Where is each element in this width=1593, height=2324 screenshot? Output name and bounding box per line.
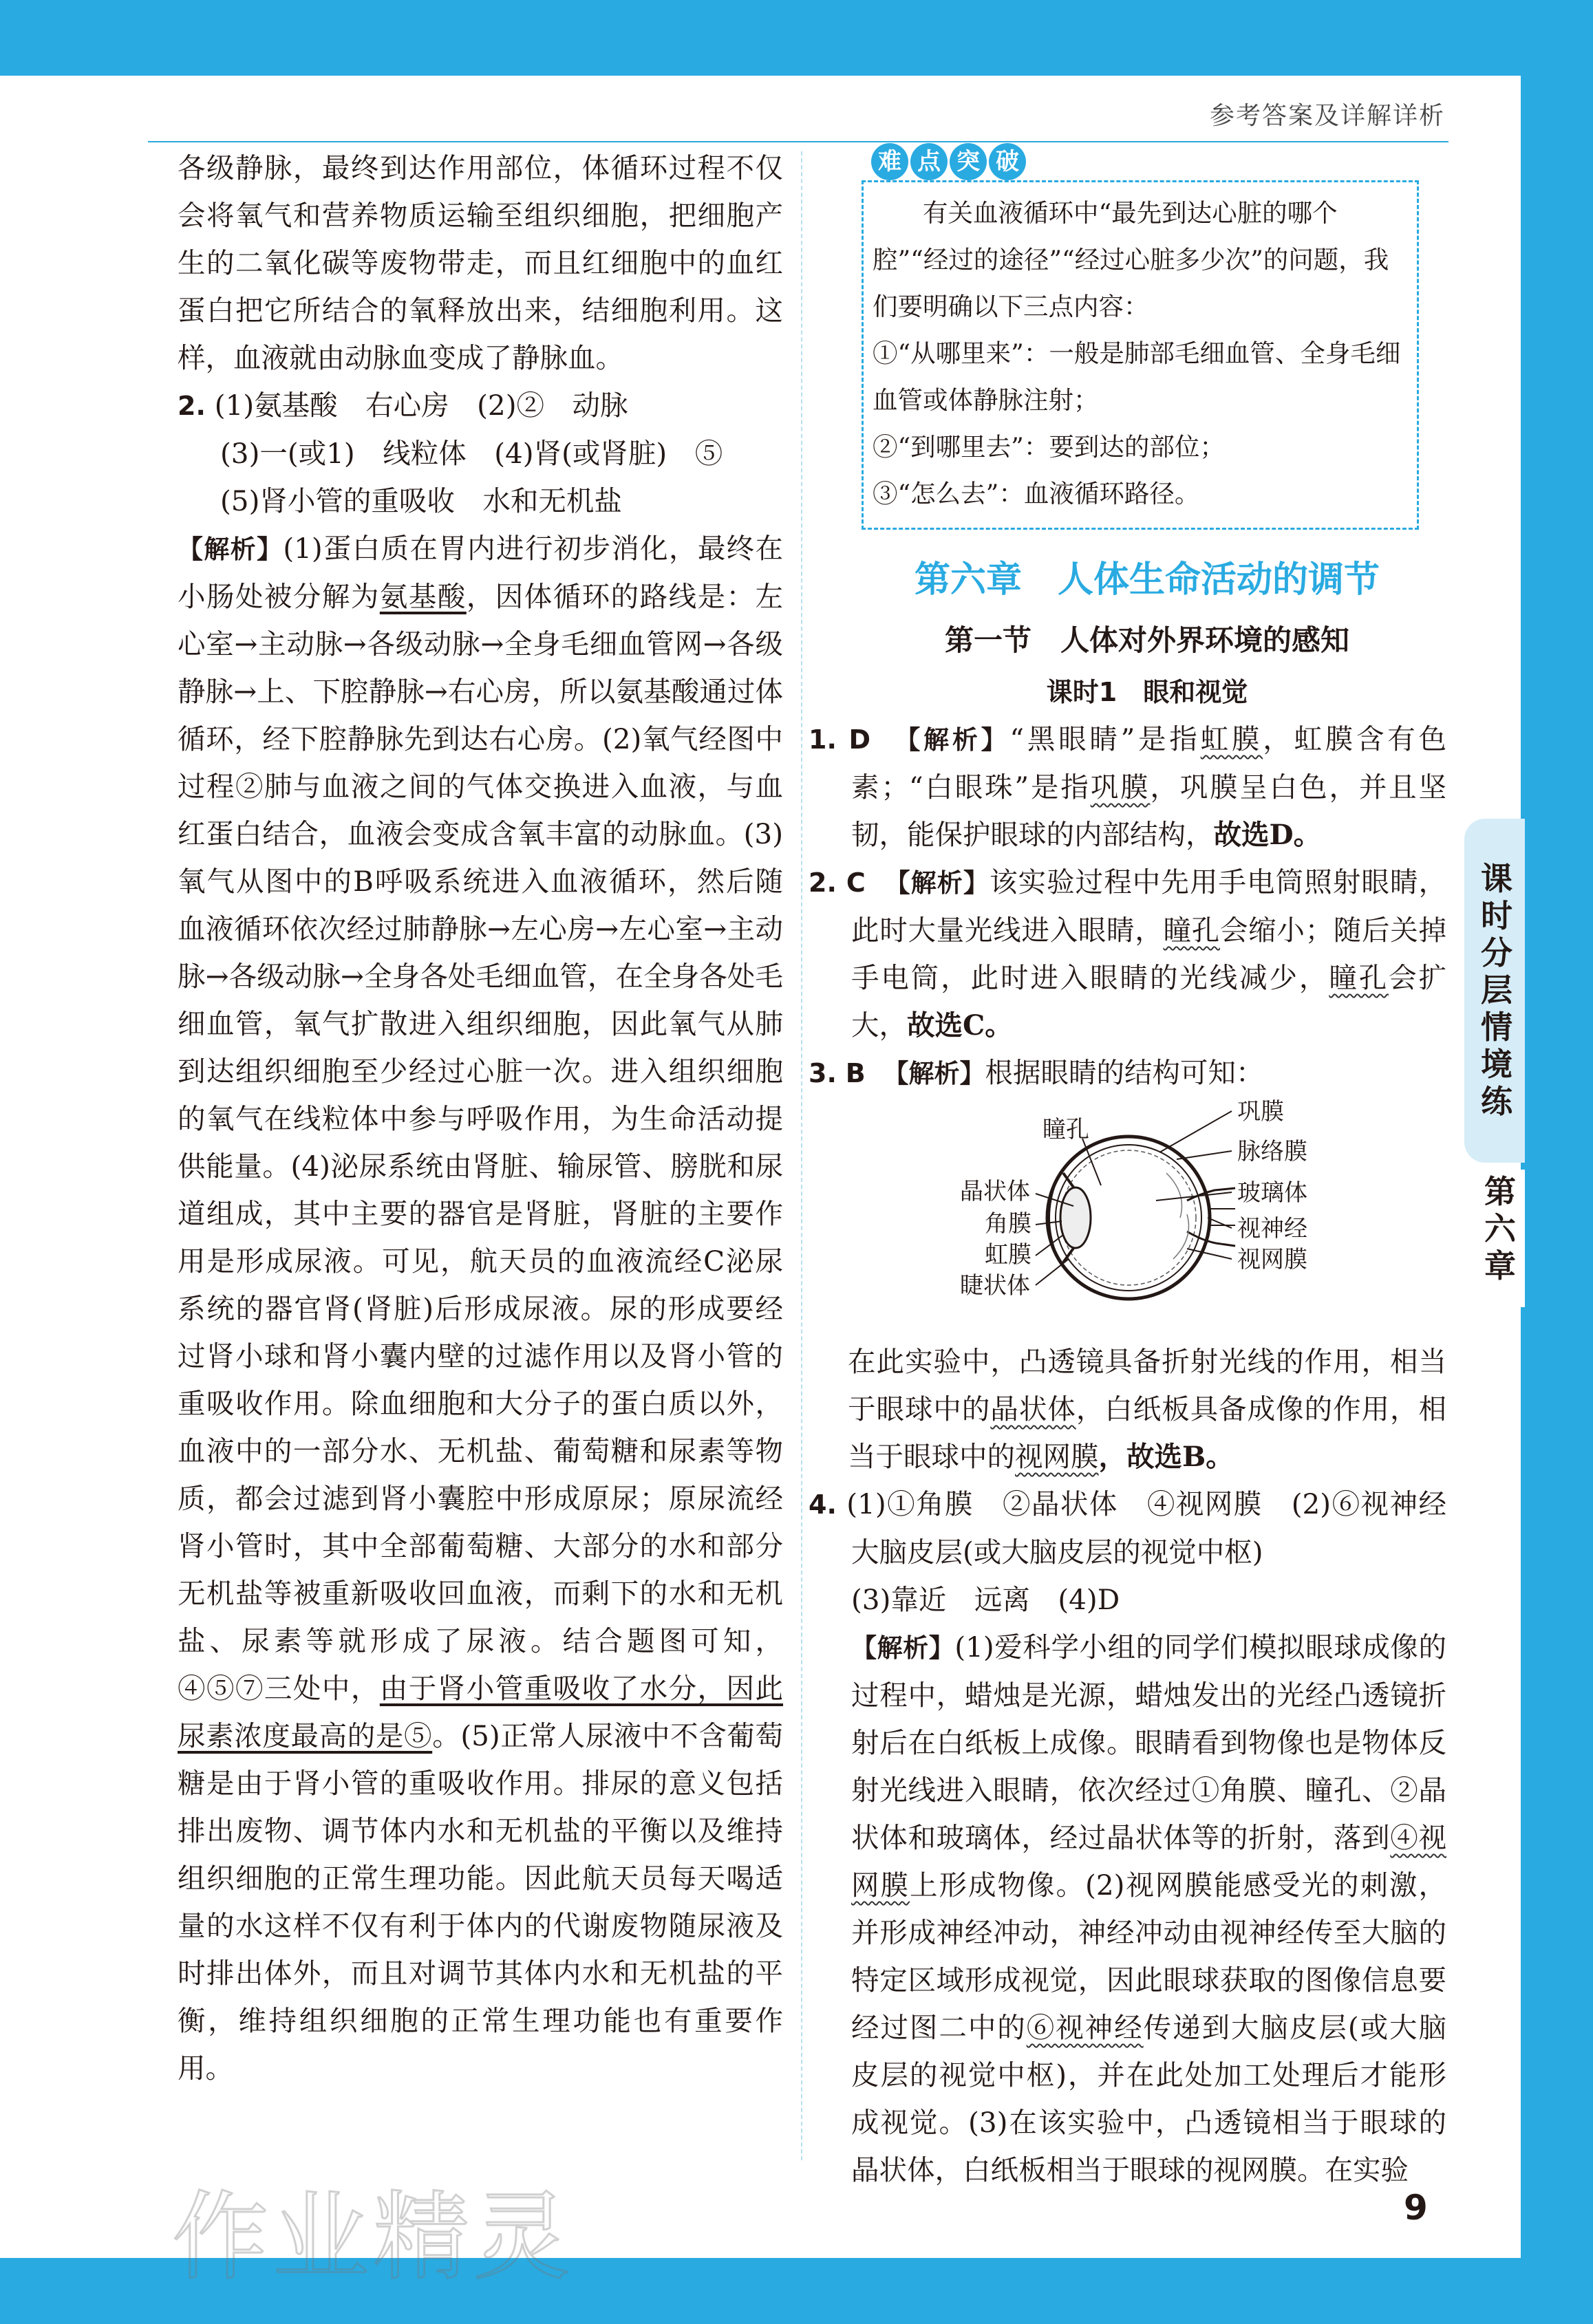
q2-analysis-text3: 。(5)正常人尿液中不含葡萄糖是由于肾小管的重吸收作用。排尿的意义包括排出废物、调节体内水和无机盐的平衡以及维持组织细胞的正常生理功能。因此航天员每天喝适量的水这样不仅有利于体内的代谢废物随尿液及时排出体外，而且对调节其体内水和无机盐的平衡，维持组织细胞的正常生理功能也有重要作用。 — [178, 1719, 783, 2085]
box-title — [871, 143, 1026, 180]
q2r-text: 会扩大， — [851, 961, 1447, 1042]
right-column-q1-q3 — [809, 716, 1446, 1097]
q2-right-answer — [809, 859, 1446, 1049]
side-tab-label: 课时分层情境练 — [1481, 860, 1512, 1120]
q1-term-iris: 虹膜 — [1200, 722, 1263, 755]
q2-answer-line2: (3)一(或1) 线粒体 (4)肾(或肾脏) ⑤ — [220, 437, 723, 470]
q4-term-optic-nerve: ⑥视神经 — [1026, 2011, 1144, 2044]
analysis-tag: 【解析】 — [895, 725, 1010, 755]
q1-conclusion: 故选D。 — [1213, 818, 1322, 851]
watermark: 作业精灵 — [172, 2182, 575, 2294]
q3-term-retina: 视网膜 — [1015, 1440, 1099, 1473]
q3-text: ，白纸板具备成像的作用，相当于眼球中的 — [848, 1392, 1447, 1473]
q1-text: ，虹膜含有色素；“白眼珠”是指 — [851, 722, 1447, 804]
box-paragraph: ①“从哪里来”：一般是肺部毛细血管、全身毛细血管或体静脉注射； — [873, 338, 1401, 415]
q4-number: 4. — [809, 1489, 837, 1520]
right-column-q4 — [809, 1481, 1475, 2194]
label-pupil: 瞳孔 — [1043, 1116, 1089, 1143]
q3-text: 根据眼睛的结构可知： — [985, 1056, 1264, 1089]
analysis-tag: 【解析】 — [851, 1633, 955, 1663]
q2r-number: 2. — [809, 868, 837, 898]
q2-answer-line3: (5)肾小管的重吸收 水和无机盐 — [220, 484, 622, 517]
running-header: 参考答案及详解详析 — [1209, 102, 1445, 130]
q4-term-retina: ④视网膜 — [851, 1821, 1447, 1902]
paragraph-top: 各级静脉，最终到达作用部位，体循环过程不仅会将氧气和营养物质运输至组织细胞，把细胞产生的二氧化碳等废物带走，而且红细胞中的血红蛋白把它所结合的氧释放出来，结细胞利用。这样，血液就由动脉血变成了静脉血。 — [178, 151, 783, 374]
q4-analysis — [809, 1624, 1446, 2194]
q2-number: 2. — [178, 391, 206, 421]
label-optic-nerve: 视神经 — [1237, 1215, 1307, 1242]
q1-text: “黑眼睛”是指 — [1009, 722, 1201, 755]
analysis-tag: 【解析】 — [883, 1059, 985, 1088]
q4-text: 传递到大脑皮层(或大脑皮层的视觉中枢)，并在此处加工处理后才能形成视觉。(3)在该实验中，凸透镜相当于眼球的晶状体，白纸板相当于眼球的视网膜。在实验 — [851, 2011, 1447, 2186]
analysis-tag: 【解析】 — [884, 868, 990, 898]
q1-term-sclera: 巩膜 — [1090, 771, 1151, 804]
q3-continuation — [848, 1338, 1446, 1481]
label-lens: 晶状体 — [960, 1178, 1030, 1205]
header-rule — [148, 141, 1448, 142]
q4-text: (1)爱科学小组的同学们模拟眼球成像的过程中，蜡烛是光源，蜡烛发出的光经凸透镜折射后在白纸板上成像。眼睛看到物像也是物体反射光线进入眼睛，依次经过①角膜、瞳孔、②晶状体和玻璃体，经过晶状体等的折射，落到 — [851, 1631, 1446, 1854]
label-cornea: 角膜 — [985, 1210, 1031, 1238]
label-choroid: 脉络膜 — [1237, 1138, 1307, 1165]
label-retina: 视网膜 — [1237, 1246, 1307, 1273]
difficulty-box-body — [873, 190, 1409, 517]
box-title-char: 难 — [871, 143, 908, 180]
q2-answer-line1 — [178, 382, 783, 430]
q1-number: 1. — [809, 724, 837, 755]
label-iris: 虹膜 — [985, 1241, 1031, 1269]
q3-term-lens: 晶状体 — [990, 1392, 1076, 1425]
q2r-choice: C — [846, 868, 866, 898]
lesson-title: 课时1 眼和视觉 — [1046, 677, 1248, 707]
q2r-text: 该实验过程中先用手电筒照射眼睛，此时大量光线进入眼睛， — [851, 865, 1447, 947]
q2-analysis-text2: ，因体循环的路线是：左心室→主动脉→各级动脉→全身毛细血管网→各级静脉→上、下腔静脉→右心房，所以氨基酸通过体循环，经下腔静脉先到达右心房。(2)氧气经图中过程②肺与血液之间的气体交换进入血液，与血红蛋白结合，血液会变成含氧丰富的动脉血。(3)氧气从图中的B呼吸系统进入血液循环，然后随血液循环依次经过肺静脉→左心房→左心室→主动脉→各级动脉→全身各处毛细血管，在全身各处毛细血管，氧气扩散进入组织细胞，因此氧气从肺到达组织细胞至少经过心脏一次。进入组织细胞的氧气在线粒体中参与呼吸作用，为生命活动提供能量。(4)泌尿系统由肾脏、输尿管、膀胱和尿道组成，其中主要的器官是肾脏，肾脏的主要作用是形成尿液。可见，航天员的血液流经C泌尿系统的器官肾(肾脏)后形成尿液。尿的形成要经过肾小球和肾小囊内壁的过滤作用以及肾小管的重吸收作用。除血细胞和大分子的蛋白质以外，血液中的一部分水、无机盐、葡萄糖和尿素等物质，都会过滤到肾小囊腔中形成原尿；原尿流经肾小管时，其中全部葡萄糖、大部分的水和部分无机盐等被重新吸收回血液，而剩下的水和无机盐、尿素等就形成了尿液。结合题图可知，④⑤⑦三处中， — [178, 580, 784, 1705]
q1-answer — [809, 716, 1446, 859]
eye-structure-figure — [960, 1090, 1345, 1338]
q2-analysis-text1: (1)蛋白质在胃内进行初步消化，最终在小肠处被分解为 — [178, 532, 783, 613]
q2-line1-text: (1)氨基酸 右心房 (2)② 动脉 — [214, 389, 628, 422]
section-title: 第一节 人体对外界环境的感知 — [944, 623, 1349, 657]
q2-underline-kidney: 由于肾小管重吸收了水分，因此尿素浓度最高的是⑤ — [178, 1672, 784, 1752]
chapter-title: 第六章 人体生命活动的调节 — [914, 559, 1380, 601]
label-vitreous: 玻璃体 — [1237, 1179, 1307, 1207]
q2r-term-pupil: 瞳孔 — [1163, 914, 1220, 947]
q2r-text: 会缩小；随后关掉手电筒，此时进入眼睛的光线减少， — [851, 914, 1447, 994]
q4-answer-line2: (3)靠近 远离 (4)D — [851, 1583, 1120, 1616]
box-title-char: 点 — [910, 143, 948, 180]
q2r-term-pupil: 瞳孔 — [1329, 961, 1389, 994]
q4-answer-line1 — [809, 1481, 1475, 1576]
label-sclera: 巩膜 — [1237, 1098, 1284, 1126]
label-ciliary-body: 睫状体 — [960, 1272, 1030, 1300]
q4-text: 上形成物像。(2)视网膜能感受光的刺激，并形成神经冲动，神经冲动由视神经传至大脑的特定区域形成视觉，因此眼球获取的图像信息要经过图二中的 — [851, 1869, 1446, 2044]
box-title-char: 破 — [989, 143, 1026, 180]
box-paragraph: 有关血液循环中“最先到达心脏的哪个腔”“经过的途径”“经过心脏多少次”的问题，我们要明确以下三点内容： — [873, 198, 1389, 321]
q2-underline-amino: 氨基酸 — [379, 580, 467, 613]
page-number: 9 — [1404, 2188, 1428, 2228]
q3-text: 在此实验中，凸透镜具备折射光线的作用，相当于眼球中的 — [848, 1345, 1446, 1425]
q1-choice: D — [848, 724, 871, 755]
q2r-conclusion: 故选C。 — [907, 1009, 1013, 1042]
q3-conclusion: ，故选B。 — [1098, 1440, 1234, 1473]
q4-line1-text: (1)①角膜 ②晶状体 ④视网膜 (2)⑥视神经 大脑皮层(或大脑皮层的视觉中枢) — [846, 1487, 1475, 1569]
column-divider — [801, 151, 802, 2160]
box-paragraph: ③“怎么去”：血液循环路径。 — [873, 479, 1200, 508]
right-column-q3-q4 — [848, 1338, 1446, 1481]
analysis-tag: 【解析】 — [178, 535, 284, 564]
box-paragraph: ②“到哪里去”：要到达的部位； — [873, 432, 1225, 462]
left-column — [178, 144, 783, 2092]
eyeball-drawing — [1047, 1137, 1235, 1299]
q3-number: 3. — [809, 1058, 837, 1088]
box-title-char: 突 — [950, 143, 987, 180]
q1-text: ，巩膜呈白色，并且坚韧，能保护眼球的内部结构， — [851, 771, 1447, 851]
side-tab-chapter: 第六章 — [1484, 1173, 1516, 1284]
q2-analysis — [178, 525, 783, 2092]
q3-choice: B — [845, 1058, 866, 1088]
